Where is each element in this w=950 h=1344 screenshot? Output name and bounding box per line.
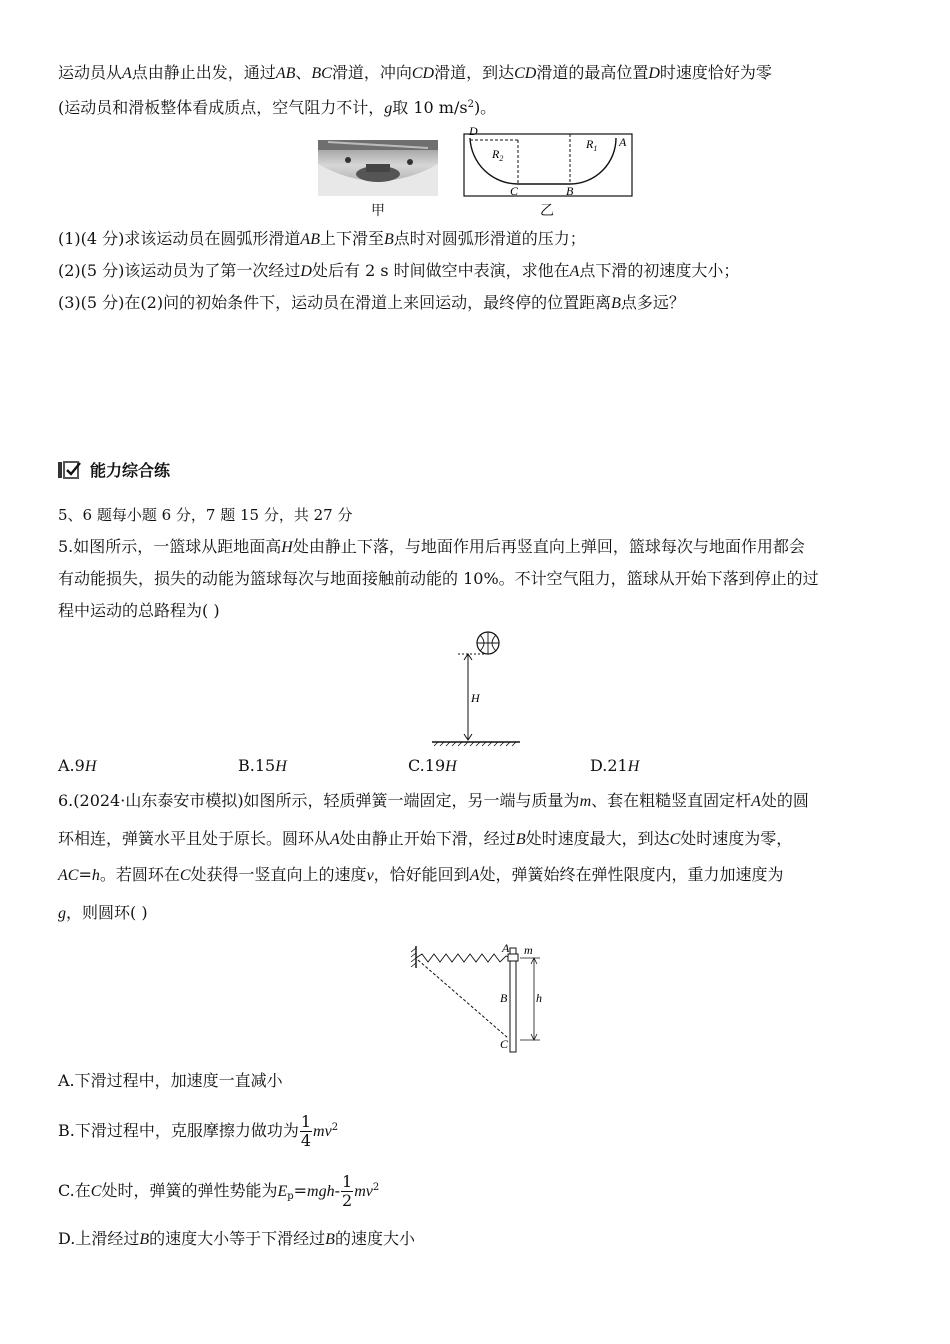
q6-line-2: 环相连，弹簧水平且处于原长。圆环从A处由静止开始下滑，经过B处时速度最大，到达C处时速度为零， [58, 829, 793, 848]
rod-label-B: B [500, 991, 508, 1005]
height-label-H: H [471, 691, 480, 705]
q5-line-3: 程中运动的总路程为( ) [58, 601, 220, 620]
q4-line-2: (运动员和滑板整体看成质点，空气阻力不计，g取 10 $m/s^2$)。 [58, 98, 497, 117]
track-diagram [462, 124, 634, 200]
q4-sub-1: (1)(4 分)求该运动员在圆弧形滑道AB上下滑至B点时对圆弧形滑道的压力； [58, 229, 586, 248]
section-title: 能力综合练 [90, 461, 171, 480]
basketball-icon [477, 632, 499, 654]
basketball-diagram [428, 628, 524, 748]
track-label-B: B [566, 184, 574, 198]
track-label-R1: $R_1$ [586, 137, 598, 153]
track-label-A: A [619, 135, 627, 149]
fraction-one-half: $\frac{1}{2}$ [342, 1172, 353, 1210]
q4-sub-2: (2)(5 分)该运动员为了第一次经过D处后有 2 s 时间做空中表演，求他在A点下滑的初速度大小； [58, 261, 740, 280]
mass-label-m: m [524, 943, 533, 957]
q5-option-b[interactable]: B.15H [238, 756, 287, 775]
track-label-C: C [510, 184, 519, 198]
skatepark-photo [318, 140, 438, 196]
score-line: 5、6 题每小题 6 分，7 题 15 分，共 27 分 [58, 506, 353, 524]
q5-line-2: 有动能损失，损失的动能为篮球每次与地面接触前动能的 10%。不计空气阻力，篮球从开始下落到停止的过 [58, 569, 819, 588]
q6-option-d[interactable]: D.上滑经过B的速度大小等于下滑经过B的速度大小 [58, 1229, 415, 1248]
q6-option-c[interactable]: C.在C处时，弹簧的弹性势能为$E_p=mgh-$ $\frac{1}{2}$ $mv^2$ [58, 1172, 380, 1210]
section-heading [58, 458, 170, 481]
q5-line-1: 5.如图所示，一篮球从距地面高H处由静止下落，与地面作用后再竖直向上弹回，篮球每次与地面作用都会 [58, 537, 805, 556]
q4-sub-3: (3)(5 分)在(2)问的初始条件下，运动员在滑道上来回运动，最终停的位置距离B点多远？ [58, 293, 685, 312]
rod-label-A: A [502, 941, 510, 955]
q4-line-1: 运动员从A点由静止出发，通过AB、BC滑道，冲向CD滑道，到达CD滑道的最高位置D时速度恰好为零 [58, 63, 772, 82]
height-label-h: h [536, 991, 542, 1005]
q5-option-d[interactable]: D.21H [590, 756, 640, 775]
track-label-D: D [469, 124, 478, 138]
spring-ring-diagram [404, 938, 554, 1058]
q5-option-a[interactable]: A.9H [58, 756, 97, 775]
figure-caption-yi: 乙 [540, 203, 554, 219]
figure-caption-jia: 甲 [371, 203, 385, 219]
q6-line-4: g，则圆环( ) [58, 903, 148, 922]
ring [508, 954, 518, 961]
fraction-one-quarter: $\frac{1}{4}$ [300, 1112, 312, 1150]
track-label-R2: $R_2$ [492, 147, 504, 163]
q6-line-3: AC=h。若圆环在C处获得一竖直向上的速度v，恰好能回到A处，弹簧始终在弹性限度内，重力加速度为 [58, 865, 784, 884]
q6-line-1: 6.(2024·山东泰安市模拟)如图所示，轻质弹簧一端固定，另一端与质量为m、套在粗糙竖直固定杆A处的圆 [58, 791, 809, 810]
q6-option-b[interactable]: B.下滑过程中，克服摩擦力做功为 $\frac{1}{4}$ $mv^2$ [58, 1112, 339, 1150]
rod-label-C: C [500, 1037, 509, 1051]
q5-option-c[interactable]: C.19H [408, 756, 457, 775]
checklist-icon [58, 460, 82, 480]
spring [416, 954, 512, 962]
q6-option-a[interactable]: A.下滑过程中，加速度一直减小 [58, 1071, 283, 1090]
